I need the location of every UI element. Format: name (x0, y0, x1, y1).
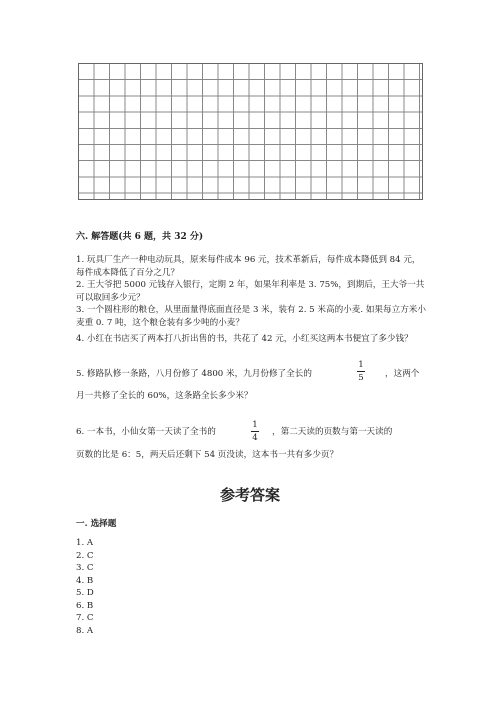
fraction-bar (251, 431, 259, 432)
fraction-denominator: 5 (358, 373, 364, 383)
section-6-title: 六. 解答题(共 6 题，共 32 分) (76, 232, 204, 242)
question-5-part-c: 月一共修了全长的 60%，这条路全长多少米？ (76, 391, 253, 401)
question-5-part-b: ，这两个 (385, 369, 420, 379)
question-6-part-a: 6. 一本书，小仙女第一天读了全书的 (76, 427, 216, 437)
answer-item: 8. A (76, 625, 94, 636)
question-1: 1. 玩具厂生产一种电动玩具，原来每件成本 96 元，技术革新后，每件成本降低到 84 元，每件成本降低了百分之几？ (76, 255, 421, 278)
question-6-fraction (251, 420, 259, 443)
answer-item: 1. A (76, 538, 94, 548)
question-6-part-b: ，第二天读的页数与第一天读的 (272, 427, 393, 437)
question-5-fraction (357, 360, 365, 383)
answer-item: 5. D (76, 588, 94, 598)
answer-item: 2. C (76, 550, 94, 561)
fraction-bar (357, 371, 365, 372)
answer-item: 3. C (76, 563, 94, 573)
question-3: 3. 一个圆柱形的粮仓，从里面量得底面直径是 3 米，装有 2. 5 米高的小麦. 如果每立方米小麦重 0. 7 吨，这个粮仓装有多少吨的小麦？ (76, 305, 426, 328)
writing-grid (78, 63, 423, 200)
answer-item: 7. C (76, 613, 94, 623)
fraction-numerator: 1 (252, 420, 258, 430)
answer-section-1-title: 一. 选择题 (76, 519, 117, 529)
fraction-numerator: 1 (358, 360, 364, 370)
question-2: 2. 王大爷把 5000 元钱存入银行，定期 2 年，如果年利率是 3. 75%，到期后，王大爷一共可以取回多少元？ (76, 280, 425, 303)
answer-item: 6. B (76, 600, 94, 611)
question-4: 4. 小红在书店买了两本打八折出售的书，共花了 42 元，小红买这两本书便宜了多少钱？ (76, 334, 413, 344)
fraction-denominator: 4 (252, 433, 258, 443)
answer-item: 4. B (76, 575, 94, 586)
question-5-part-a: 5. 修路队修一条路，八月份修了 4800 米，九月份修了全长的 (76, 369, 312, 379)
answer-key-title: 参考答案 (219, 486, 280, 504)
question-6-part-c: 页数的比是 6：5，两天后还剩下 54 页没读，这本书一共有多少页？ (76, 450, 339, 460)
answer-list (76, 537, 94, 637)
